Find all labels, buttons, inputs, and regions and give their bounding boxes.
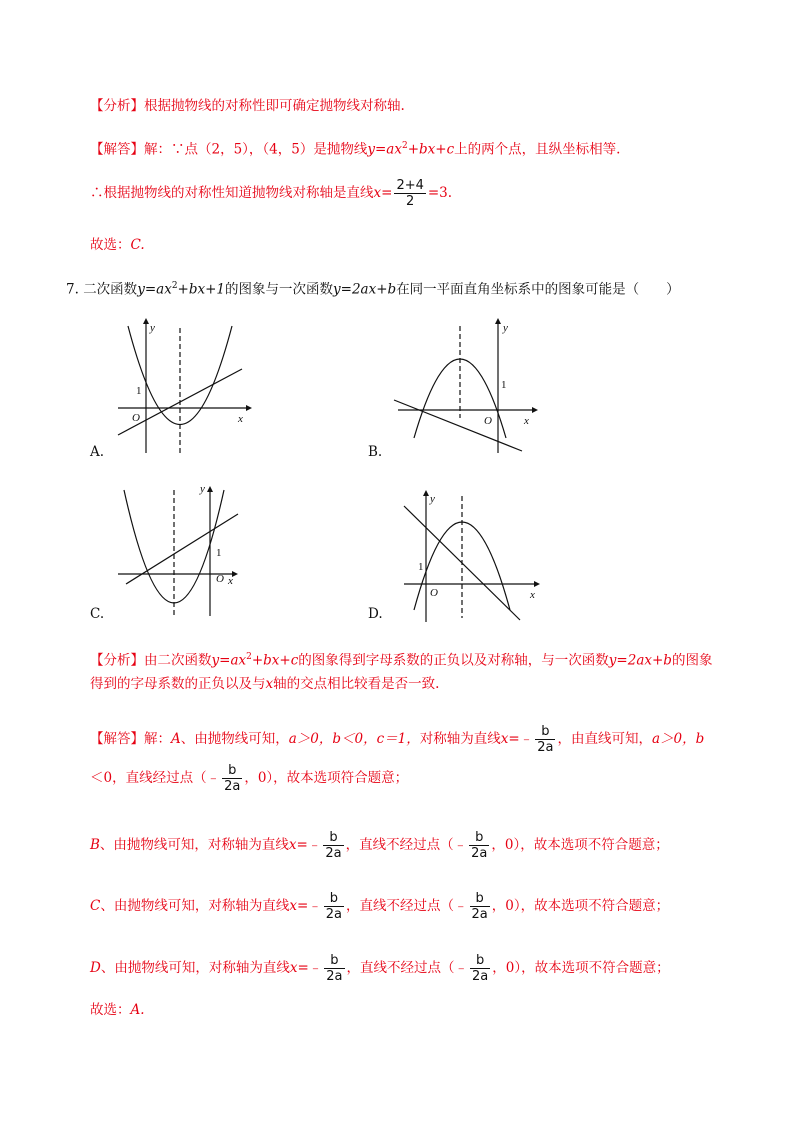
option-a-label: A. xyxy=(90,444,105,460)
solution7-line2 xyxy=(90,762,408,794)
solution7-option-c xyxy=(90,890,669,922)
question7-number: 7. xyxy=(66,281,79,298)
analysis7-label: 【分析】 xyxy=(90,652,144,669)
question7-f2-y: y xyxy=(333,281,341,298)
solution6-label: 【解答】 xyxy=(90,141,144,158)
solution6-frac-den: 2 xyxy=(406,194,415,209)
question7-line xyxy=(66,277,680,299)
graph-option-c xyxy=(112,484,252,619)
solution7-c-frac2 xyxy=(470,891,490,922)
solution7-a-after: ，由直线可知， xyxy=(557,731,652,747)
frac-den: 2a xyxy=(224,779,241,794)
y-axis-arrow xyxy=(495,318,501,324)
solution7-frac-a2 xyxy=(222,763,242,794)
origin-label: O xyxy=(132,412,140,424)
solution6-fraction xyxy=(394,178,425,209)
solution7-x-eq: x= xyxy=(500,731,520,747)
graph-option-a xyxy=(108,318,258,458)
question7-f1-a: =ax xyxy=(144,281,172,298)
graph-option-d xyxy=(396,486,546,626)
solution6-frac-num: 2+4 xyxy=(396,178,424,193)
question7-text-b: 的图象与一次函数 xyxy=(225,281,334,298)
solution7-d-neg2: ﹣ xyxy=(454,960,469,976)
analysis7-f1: y=ax xyxy=(211,652,247,669)
solution7-a-conds: a＞0，b＜0，c＝1， xyxy=(288,731,420,747)
frac-den: 2a xyxy=(325,907,343,922)
frac-num: b xyxy=(470,953,490,969)
solution7-choice-value: A. xyxy=(130,1002,145,1018)
solution7-line1 xyxy=(90,723,704,755)
question7-f1-y: y xyxy=(137,281,145,298)
analysis7-f2: y=2ax+b xyxy=(608,652,672,669)
solution6-eq-b: +bx+c xyxy=(407,141,455,158)
origin-label: O xyxy=(430,587,438,599)
solution7-c-end: ，0），故本选项不符合题意； xyxy=(491,898,670,914)
question7-f1-sup: 2 xyxy=(171,281,178,291)
question7-f1-b: +bx+1 xyxy=(177,281,226,298)
option-b-label: B. xyxy=(368,444,383,460)
solution7-a-line-conds: a＞0，b xyxy=(651,731,705,747)
solution6-line2-end: =3. xyxy=(427,185,453,201)
solution6-eq-sup: 2 xyxy=(401,141,408,151)
question7-text-a: 二次函数 xyxy=(83,281,138,298)
solution6-choice xyxy=(90,236,145,254)
x-axis-arrow xyxy=(246,405,252,411)
analysis7-line2-a: 得到的字母系数的正负以及与 xyxy=(90,676,266,692)
y-label: y xyxy=(200,483,205,495)
frac-num: b xyxy=(323,830,343,846)
solution7-c-neg: ﹣ xyxy=(308,898,322,914)
frac-den: 2a xyxy=(537,740,554,755)
solution6-eq-a: =ax xyxy=(375,141,402,158)
solution7-d-neg: ﹣ xyxy=(308,960,323,976)
solution7-d-x-eq: x= xyxy=(289,960,309,976)
y-label: y xyxy=(503,322,508,334)
x-axis-arrow xyxy=(232,571,238,577)
solution7-d-end: ，0），故本选项不符合题意； xyxy=(492,960,670,976)
frac-num: b xyxy=(222,763,242,779)
solution6-prefix: 解：∵点（2，5），（4，5）是抛物线 xyxy=(144,141,368,158)
one-label: 1 xyxy=(216,547,222,559)
solution7-c-mid: ，直线不经过点（ xyxy=(346,898,455,914)
solution7-b-neg2: ﹣ xyxy=(453,837,468,853)
solution7-line2-b: ，0），故本选项符合题意； xyxy=(244,770,409,786)
x-axis-arrow xyxy=(534,581,540,587)
x-label: x xyxy=(238,413,243,425)
solution6-line2-x: x xyxy=(373,185,382,201)
y-axis-arrow xyxy=(143,318,149,324)
solution7-b-mid: ，直线不经过点（ xyxy=(345,837,454,853)
origin-label: O xyxy=(216,573,224,585)
solution6-choice-value: C. xyxy=(130,237,145,253)
solution7-b-text: 、由抛物线可知，对称轴为直线 xyxy=(99,837,289,853)
solution7-choice-prefix: 故选： xyxy=(90,1002,131,1018)
solution7-line2-a: ＜0，直线经过点（ xyxy=(90,770,207,786)
frac-num: b xyxy=(535,724,555,740)
analysis7-f1-sup: 2 xyxy=(246,652,252,662)
analysis7-line2-x: x xyxy=(265,676,274,692)
solution6-line1 xyxy=(90,137,620,159)
y-label: y xyxy=(430,493,435,505)
solution7-b-frac2 xyxy=(469,830,489,861)
solution7-b-end: ，0），故本选项不符合题意； xyxy=(491,837,669,853)
solution7-d-text: 、由抛物线可知，对称轴为直线 xyxy=(100,960,290,976)
option-c-label: C. xyxy=(90,606,105,622)
solution7-d-frac2 xyxy=(470,953,490,984)
solution7-c-letter: C xyxy=(90,898,101,914)
analysis6-label: 【分析】 xyxy=(90,98,144,114)
solution7-option-d xyxy=(90,952,670,984)
solution7-c-neg2: ﹣ xyxy=(454,898,468,914)
solution7-label: 【解答】 xyxy=(90,731,144,747)
x-label: x xyxy=(228,575,233,587)
question7-f2-body: =2ax+b xyxy=(340,281,397,298)
frac-den: 2a xyxy=(472,969,489,984)
solution6-line2-eq: = xyxy=(381,185,393,201)
origin-label: O xyxy=(484,415,492,427)
solution7-a-axis: 对称轴为直线 xyxy=(419,731,501,747)
y-axis-arrow xyxy=(207,486,213,492)
solution7-neg: ﹣ xyxy=(519,731,534,747)
analysis7-line1 xyxy=(90,648,712,670)
frac-den: 2a xyxy=(325,846,342,861)
analysis7-line2-b: 轴的交点相比较看是否一致. xyxy=(273,676,440,692)
analysis7-f1-b: +bx+c xyxy=(251,652,299,669)
one-label: 1 xyxy=(418,561,424,573)
analysis6-line xyxy=(90,97,405,115)
analysis7-text-a: 由二次函数 xyxy=(144,652,212,669)
solution7-a-letter: A xyxy=(171,731,181,747)
solution7-c-frac1 xyxy=(324,891,344,922)
frac-den: 2a xyxy=(471,846,488,861)
frac-den: 2a xyxy=(326,969,343,984)
solution7-c-text: 、由抛物线可知，对称轴为直线 xyxy=(100,898,290,914)
solution7-choice xyxy=(90,1001,145,1019)
solution7-d-letter: D xyxy=(90,960,101,976)
solution7-b-frac1 xyxy=(323,830,343,861)
solution6-suffix: 上的两个点，且纵坐标相等. xyxy=(454,141,621,158)
frac-num: b xyxy=(324,953,344,969)
one-label: 1 xyxy=(136,385,142,397)
solution7-b-letter: B xyxy=(90,837,100,853)
x-axis-arrow xyxy=(532,407,538,413)
solution6-choice-prefix: 故选： xyxy=(90,237,131,253)
frac-num: b xyxy=(324,891,344,907)
solution7-d-mid: ，直线不经过点（ xyxy=(346,960,455,976)
analysis6-text: 根据抛物线的对称性即可确定抛物线对称轴. xyxy=(144,98,405,114)
graph-option-b xyxy=(390,318,540,458)
solution6-eq-y: y xyxy=(367,141,375,158)
solution7-a-text: 、由抛物线可知， xyxy=(180,731,289,747)
frac-num: b xyxy=(469,830,489,846)
frac-den: 2a xyxy=(471,907,488,922)
solution7-d-frac1 xyxy=(324,953,344,984)
solution6-line2-prefix: ∴根据抛物线的对称性知道抛物线对称轴是直线 xyxy=(90,185,374,201)
y-axis-arrow xyxy=(423,490,429,496)
option-d-label: D. xyxy=(368,606,383,622)
solution7-frac-a xyxy=(535,724,555,755)
solution7-b-neg: ﹣ xyxy=(307,837,322,853)
analysis7-line2 xyxy=(90,675,439,693)
x-label: x xyxy=(530,589,535,601)
solution6-line2 xyxy=(90,178,452,209)
solution7-prefix: 解： xyxy=(144,731,171,747)
y-label: y xyxy=(150,322,155,334)
x-label: x xyxy=(524,415,529,427)
solution7-option-b xyxy=(90,829,669,861)
solution7-c-x-eq: x= xyxy=(289,898,309,914)
solution7-b-x-eq: x= xyxy=(288,837,308,853)
one-label: 1 xyxy=(501,379,507,391)
analysis7-text-b: 的图象得到字母系数的正负以及对称轴，与一次函数 xyxy=(298,652,609,669)
solution7-neg2: ﹣ xyxy=(206,770,221,786)
frac-num: b xyxy=(470,891,490,907)
analysis7-text-c: 的图象 xyxy=(671,652,713,669)
question7-text-c: 在同一平面直角坐标系中的图象可能是（ ） xyxy=(396,281,680,298)
